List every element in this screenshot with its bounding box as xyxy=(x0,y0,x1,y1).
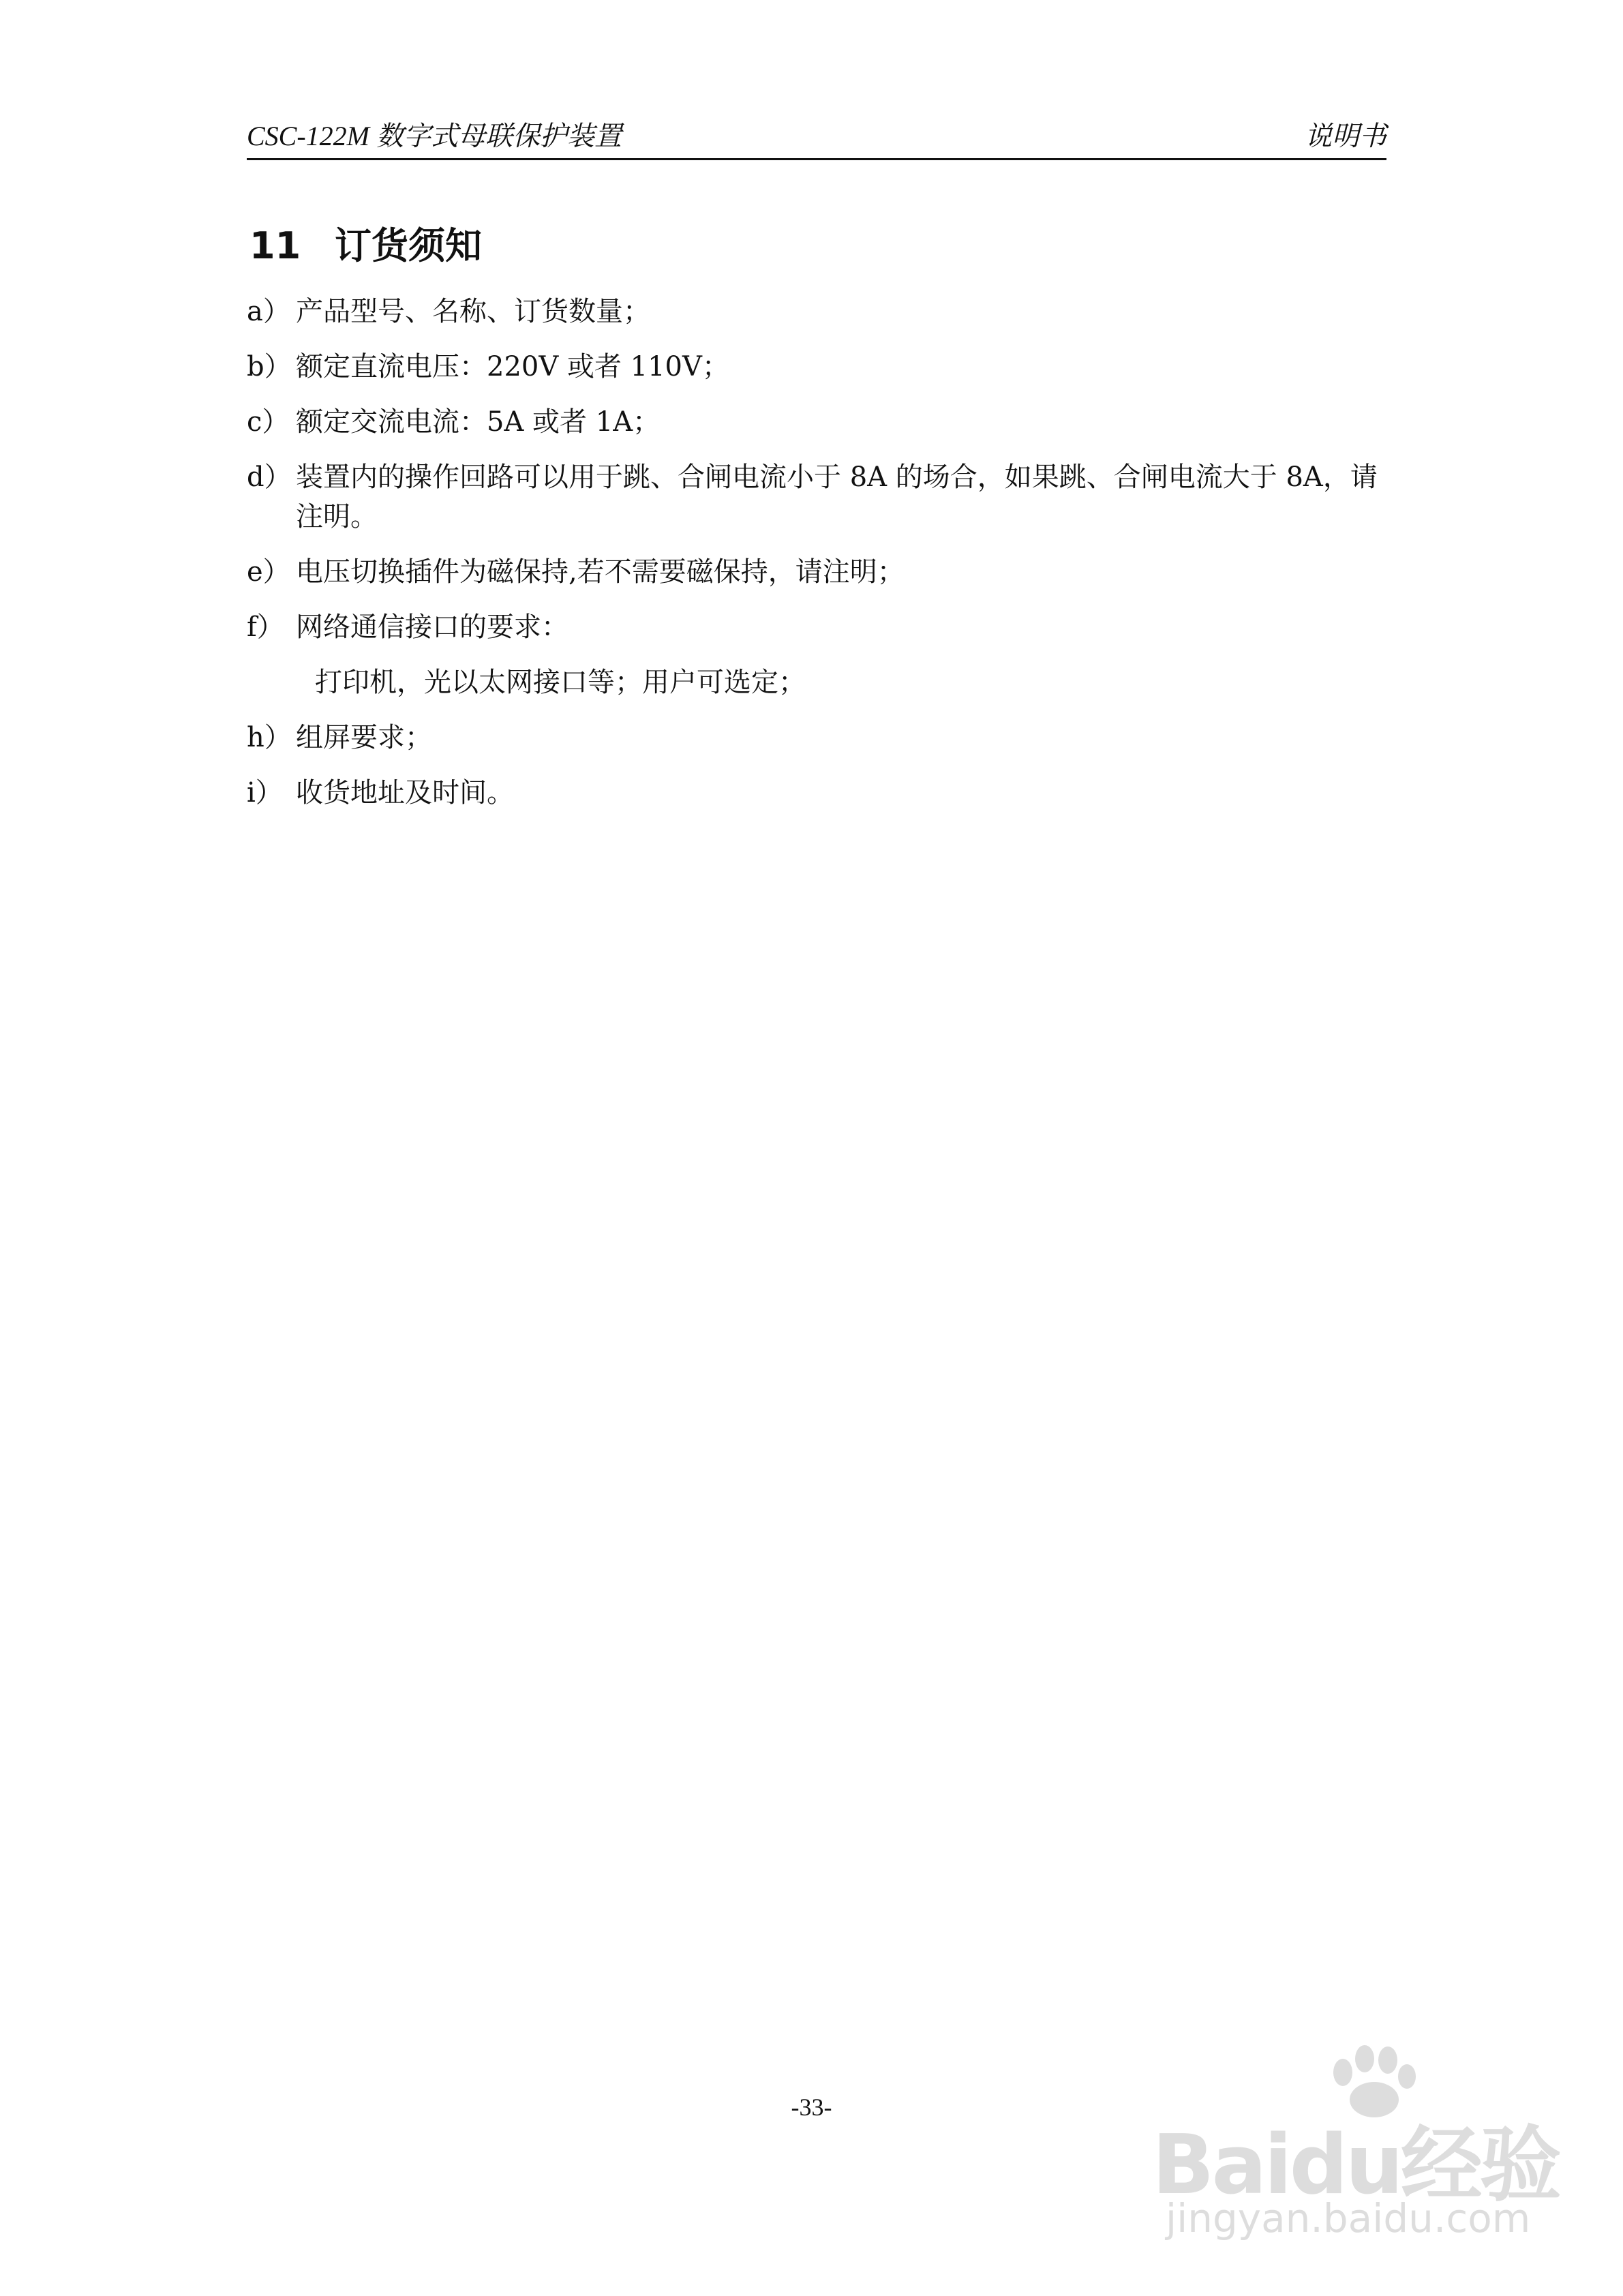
list-item xyxy=(247,718,1392,757)
section-title: 订货须知 xyxy=(335,224,482,267)
list-item xyxy=(247,457,1392,537)
section-heading xyxy=(249,217,482,269)
order-notes-list xyxy=(247,292,1392,828)
header-title: CSC-122M 数字式母联保护装置 xyxy=(247,121,622,151)
header-doc-type: 说明书 xyxy=(1305,121,1386,151)
baidu-watermark xyxy=(1152,2045,1561,2250)
page-number: -33- xyxy=(791,2094,832,2121)
list-item-text: 装置内的操作回路可以用于跳、合闸电流小于 8A 的场合，如果跳、合闸电流大于 8A，请注明。 xyxy=(296,462,1378,532)
section-number: 11 xyxy=(249,224,301,267)
list-item-marker: i） xyxy=(247,777,283,809)
list-item-text: 电压切换插件为磁保持,若不需要磁保持，请注明； xyxy=(296,556,905,588)
list-item xyxy=(247,773,1392,813)
list-item-marker: b） xyxy=(247,351,292,382)
list-item-text: 额定交流电流：5A 或者 1A； xyxy=(296,406,661,438)
list-item xyxy=(247,607,1392,647)
list-item-marker: e） xyxy=(247,556,290,588)
list-item-text: 组屏要求； xyxy=(296,722,432,753)
header-rule xyxy=(247,158,1386,160)
list-item-marker: d） xyxy=(247,462,292,493)
page-header xyxy=(247,115,1386,155)
list-item-text: 额定直流电压：220V 或者 110V； xyxy=(296,351,729,382)
list-item-text: 网络通信接口的要求： xyxy=(296,611,568,643)
list-item-marker: f） xyxy=(247,611,284,643)
list-item-text: 产品型号、名称、订货数量； xyxy=(296,296,650,327)
list-item-subline: 打印机，光以太网接口等；用户可选定； xyxy=(315,667,806,698)
watermark-url: jingyan.baidu.com xyxy=(1166,2195,1531,2241)
list-item-marker: h） xyxy=(247,722,292,753)
list-item-marker: a） xyxy=(247,296,290,327)
watermark-brand: Baidu经验 xyxy=(1152,2118,1559,2213)
list-item xyxy=(247,552,1392,592)
list-item-marker: c） xyxy=(247,406,290,438)
list-item xyxy=(247,402,1392,442)
list-item xyxy=(247,292,1392,331)
list-item xyxy=(247,347,1392,387)
list-item-text: 收货地址及时间。 xyxy=(296,777,514,809)
